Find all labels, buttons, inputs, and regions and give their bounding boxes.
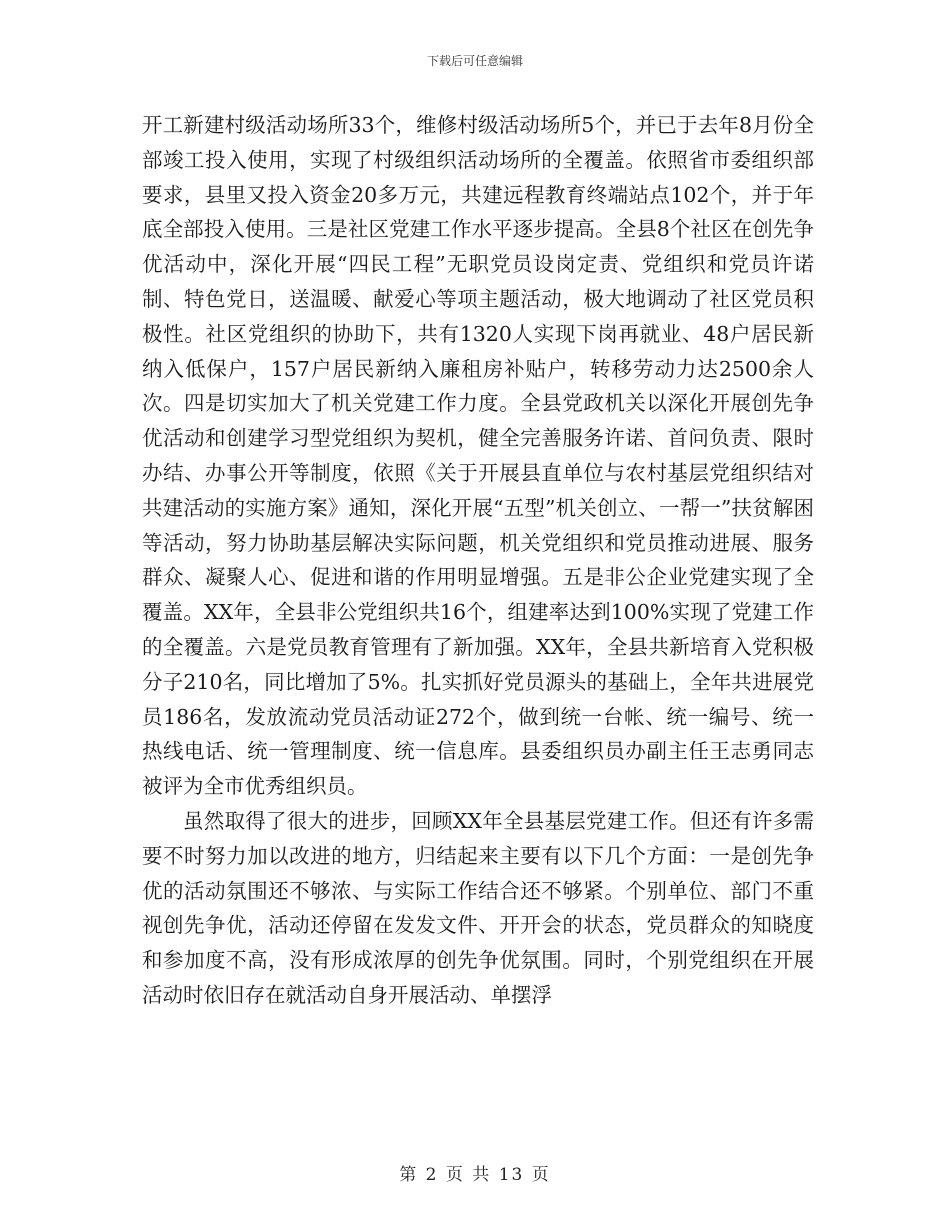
paragraph-2: 虽然取得了很大的进步，回顾XX年全县基层党建工作。但还有许多需要不时努力加以改进的地方，归结起来主要有以下几个方面：一是创先争优的活动氛围还不够浓、与实际工作结合还不够紧。个别单位、部门不重视创先争优，活动还停留在发发文件、开开会的状态，党员群众的知晓度和参加度不高，没有形成浓厚的创先争优氛围。同时，个别党组织在开展活动时依旧存在就活动自身开展活动、单摆浮: [142, 808, 814, 1007]
document-body: [142, 108, 814, 1013]
paragraph-1: 开工新建村级活动场所33个，维修村级活动场所5个，并已于去年8月份全部竣工投入使用，实现了村级组织活动场所的全覆盖。依照省市委组织部要求，县里又投入资金20多万元，共建远程教育终端站点102个，并于年底全部投入使用。三是社区党建工作水平逐步提高。全县8个社区在创先争优活动中，深化开展“四民工程”无职党员设岗定责、党组织和党员许诺制、特色党日，送温暖、献爱心等项主题活动，极大地调动了社区党员积极性。社区党组织的协助下，共有1320人实现下岗再就业、48户居民新纳入低保户，157户居民新纳入廉租房补贴户，转移劳动力达2500余人次。四是切实加大了机关党建工作力度。全县党政机关以深化开展创先争优活动和创建学习型党组织为契机，健全完善服务许诺、首问负责、限时办结、办事公开等制度，依照《关于开展县直单位与农村基层党组织结对共建活动的实施方案》通知，深化开展“五型”机关创立、一帮一”扶贫解困等活动，努力协助基层解决实际问题，机关党组织和党员推动进展、服务群众、凝聚人心、促进和谐的作用明显增强。五是非公企业党建实现了全覆盖。XX年，全县非公党组织共16个，组建率达到100%实现了党建工作的全覆盖。六是党员教育管理有了新加强。XX年，全县共新培育入党积极分子210名，同比增加了5%。扎实抓好党员源头的基础上，全年共进展党员186名，发放流动党员活动证272个，做到统一台帐、统一编号、统一热线电话、统一管理制度、统一信息库。县委组织员办副主任王志勇同志被评为全市优秀组织员。: [142, 113, 814, 799]
header-note: 下载后可任意编辑: [426, 54, 523, 68]
page-number: 第 2 页 共 13 页: [399, 1165, 551, 1185]
